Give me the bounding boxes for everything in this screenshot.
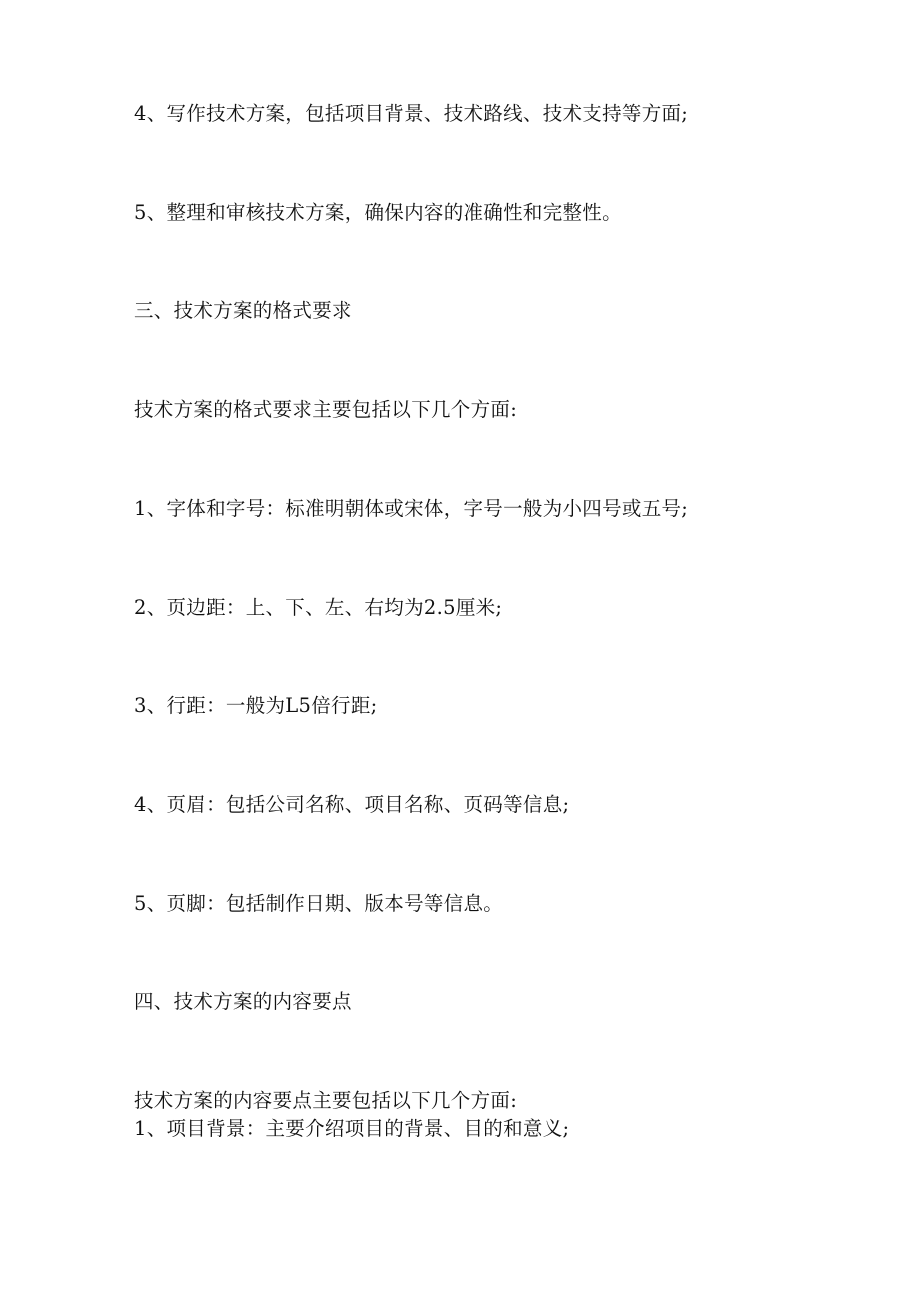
list-item-project-background: 1、项目背景：主要介绍项目的背景、目的和意义; — [134, 1117, 570, 1140]
section-heading-format: 三、技术方案的格式要求 — [134, 299, 352, 322]
section-heading-content: 四、技术方案的内容要点 — [134, 990, 352, 1013]
paragraph-content-intro: 技术方案的内容要点主要包括以下几个方面: — [134, 1089, 518, 1112]
list-item-font: 1、字体和字号：标准明朝体或宋体，字号一般为小四号或五号; — [134, 497, 689, 520]
list-item-header: 4、页眉：包括公司名称、项目名称、页码等信息; — [134, 793, 570, 816]
list-item-footer: 5、页脚：包括制作日期、版本号等信息。 — [134, 892, 504, 915]
list-item-write-plan: 4、写作技术方案，包括项目背景、技术路线、技术支持等方面; — [134, 102, 689, 125]
list-item-margins: 2、页边距：上、下、左、右均为2.5厘米; — [134, 596, 503, 619]
list-item-review-plan: 5、整理和审核技术方案，确保内容的准确性和完整性。 — [134, 201, 622, 224]
list-item-line-spacing: 3、行距：一般为L5倍行距; — [134, 694, 378, 717]
paragraph-format-intro: 技术方案的格式要求主要包括以下几个方面: — [134, 398, 518, 421]
